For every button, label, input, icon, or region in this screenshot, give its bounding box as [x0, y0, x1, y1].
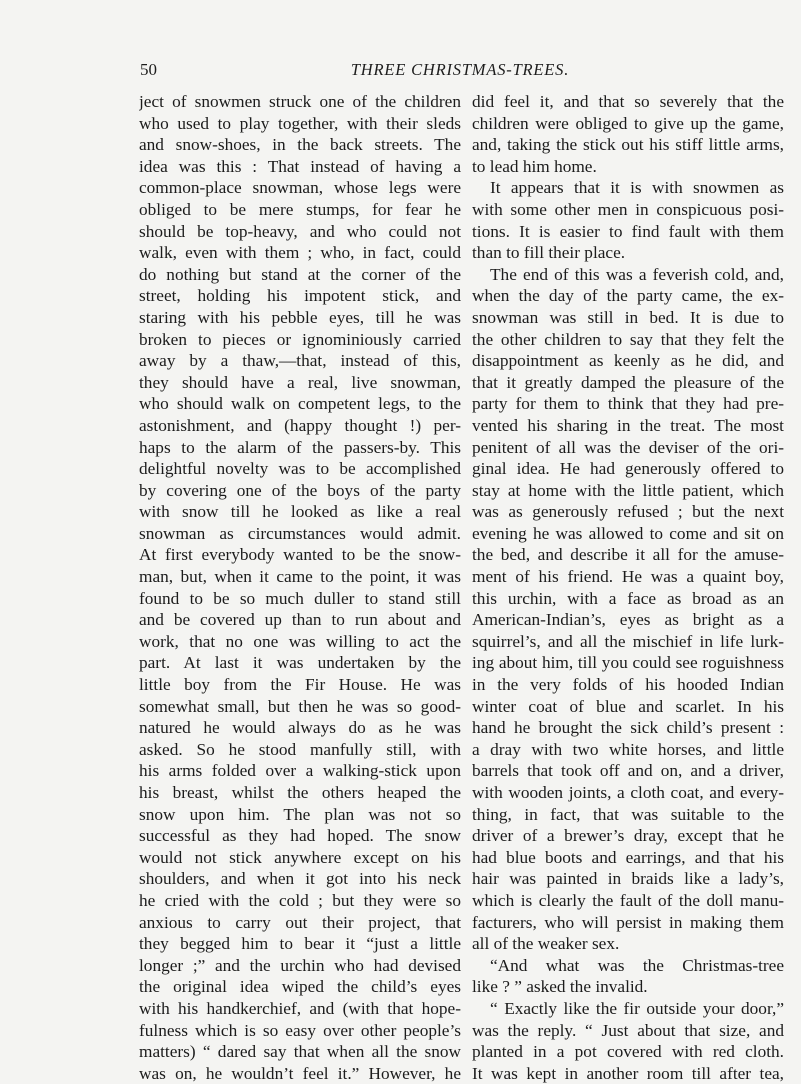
text-line: idea was this : That instead of having a [139, 156, 461, 176]
text-line: snowman was still in bed. It is due to [472, 307, 784, 327]
text-line: ing about him, till you could see roguishness [472, 653, 784, 673]
text-line: ment of his friend. He was a quaint boy, [472, 567, 784, 587]
text-line: driver of a brewer’s dray, except that he [472, 826, 784, 846]
text-line: ginal idea. He had generously offered to [472, 459, 784, 479]
text-line: when the day of the party came, the ex- [472, 286, 784, 306]
text-line: broken to pieces or ignominiously carried [139, 329, 461, 349]
running-head [140, 60, 780, 84]
text-line: matters) “ dared say that when all the snow [139, 1042, 461, 1062]
text-line: a dray with two white horses, and little [472, 739, 784, 759]
text-line: snow upon him. The plan was not so [139, 804, 461, 824]
text-line: did feel it, and that so severely that the [472, 92, 784, 111]
text-line: astonishment, and (happy thought !) per- [139, 415, 461, 435]
text-line: “ Exactly like the fir outside your door,” [490, 998, 784, 1018]
text-line: penitent of all was the deviser of the ori- [472, 437, 784, 457]
text-line: longer ;” and the urchin who had devised [139, 955, 461, 975]
text-line: disappointment as keenly as he did, and [472, 351, 784, 371]
text-line: this urchin, with a face as broad as an [472, 588, 784, 608]
text-line: party for them to think that they had pre- [472, 394, 784, 414]
text-line: by covering one of the boys of the party [139, 480, 461, 500]
text-line: should be top-heavy, and who could not [139, 221, 461, 241]
text-line: fulness which is so easy over other people’s [139, 1020, 461, 1040]
text-line: that it greatly damped the pleasure of the [472, 372, 784, 392]
text-line: was the reply. “ Just about that size, and [472, 1020, 784, 1040]
text-line: stay at home with the little patient, which [472, 480, 784, 500]
left-text-column [139, 91, 461, 1084]
right-text-column [472, 91, 784, 1084]
text-line: hair was painted in braids like a lady’s, [472, 869, 784, 889]
text-line: who used to play together, with their sleds [139, 113, 461, 133]
text-line: work, that no one was willing to act the [139, 631, 461, 651]
text-line: walk, even with them ; who, in fact, could [139, 243, 461, 263]
text-line: It was kept in another room till after tea, [472, 1063, 784, 1083]
text-line: asked. So he stood manfully still, with [139, 739, 461, 759]
text-line: part. At last it was undertaken by the [139, 653, 461, 673]
text-line: they begged him to bear it “just a little [139, 934, 461, 954]
text-line: and, taking the stick out his stiff little arms, [472, 135, 784, 155]
running-title: THREE CHRISTMAS-TREES. [350, 60, 570, 79]
text-line: in the very folds of his hooded Indian [472, 675, 784, 695]
text-line: shoulders, and when it got into his neck [139, 869, 461, 889]
text-line: to lead him home. [472, 156, 597, 176]
text-line: his breast, whilst the others heaped the [139, 783, 461, 802]
text-line: squirrel’s, and all the mischief in life lurk- [472, 631, 784, 651]
text-line: successful as they had hoped. The snow [139, 826, 461, 846]
text-line: all of the weaker sex. [472, 934, 620, 954]
text-line: At first everybody wanted to be the snow- [139, 545, 461, 565]
text-line: tions. It is easier to find fault with them [472, 221, 784, 241]
page-number: 50 [140, 60, 157, 79]
text-line: It appears that it is with snowmen as [490, 178, 784, 198]
text-line: facturers, who will persist in making them [472, 912, 784, 932]
text-line: away by a thaw,—that, instead of this, [139, 351, 461, 371]
text-line: which is clearly the fault of the doll manu- [472, 890, 784, 910]
text-line: with his handkerchief, and (with that hope- [139, 998, 461, 1018]
text-line: ject of snowmen struck one of the children [139, 92, 461, 111]
text-line: vented his sharing in the treat. The most [472, 415, 784, 435]
text-line: the other children to say that they felt the [472, 329, 784, 349]
text-line: and be covered up than to run about and [139, 610, 461, 630]
text-line: was as generously refused ; but the next [472, 502, 784, 522]
text-line: he cried with the cold ; but they were so [139, 890, 461, 910]
text-line: man, but, when it came to the point, it was [139, 567, 461, 587]
text-line: American-Indian’s, eyes as bright as a [472, 610, 784, 630]
text-line: snowman as circumstances would admit. [139, 523, 461, 543]
text-line: had blue boots and earrings, and that his [472, 847, 784, 867]
text-line: natured he would always do as he was [139, 718, 461, 738]
text-line: hand he brought the sick child’s present : [472, 718, 784, 738]
text-line: do nothing but stand at the corner of the [139, 264, 461, 284]
text-line: evening he was allowed to come and sit on [472, 523, 784, 543]
text-line: than to fill their place. [472, 243, 626, 263]
text-line: obliged to be mere stumps, for fear he [139, 199, 461, 219]
text-line: who should walk on competent legs, to the [139, 394, 461, 414]
text-line: the original idea wiped the child’s eyes [139, 977, 461, 997]
text-line: common-place snowman, whose legs were [139, 178, 461, 198]
text-line: found to be so much duller to stand still [139, 588, 461, 608]
text-line: anxious to carry out their project, that [139, 912, 461, 932]
text-line: haps to the alarm of the passers-by. This [139, 437, 461, 457]
text-line: thing, in fact, that was suitable to the [472, 804, 784, 824]
text-line: staring with his pebble eyes, till he was [139, 307, 461, 327]
text-line: barrels that took off and on, and a driver, [472, 761, 784, 781]
text-line: somewhat small, but then he was so good- [139, 696, 461, 716]
text-line: his arms folded over a walking-stick upon [139, 761, 461, 781]
text-line: like ? ” asked the invalid. [472, 977, 648, 997]
text-line: winter coat of blue and scarlet. In his [472, 696, 784, 716]
text-line: with some other men in conspicuous posi- [472, 199, 784, 219]
text-line: and snow-shoes, in the back streets. The [139, 135, 461, 155]
text-line: the bed, and describe it all for the amuse- [472, 545, 784, 565]
text-line: with snow till he looked as like a real [139, 502, 461, 522]
text-line: children were obliged to give up the game, [472, 113, 784, 133]
text-line: street, holding his impotent stick, and [139, 286, 461, 306]
text-line: planted in a pot covered with red cloth. [472, 1042, 784, 1062]
text-line: little boy from the Fir House. He was [139, 675, 461, 695]
text-line: with wooden joints, a cloth coat, and every- [472, 783, 784, 802]
text-line: “And what was the Christmas-tree [490, 955, 784, 975]
text-line: would not stick anywhere except on his [139, 847, 461, 867]
text-line: they should have a real, live snowman, [139, 372, 461, 392]
text-line: delightful novelty was to be accomplished [139, 459, 461, 479]
text-line: was on, he wouldn’t feel it.” However, he [139, 1063, 461, 1083]
text-line: The end of this was a feverish cold, and, [490, 264, 784, 284]
